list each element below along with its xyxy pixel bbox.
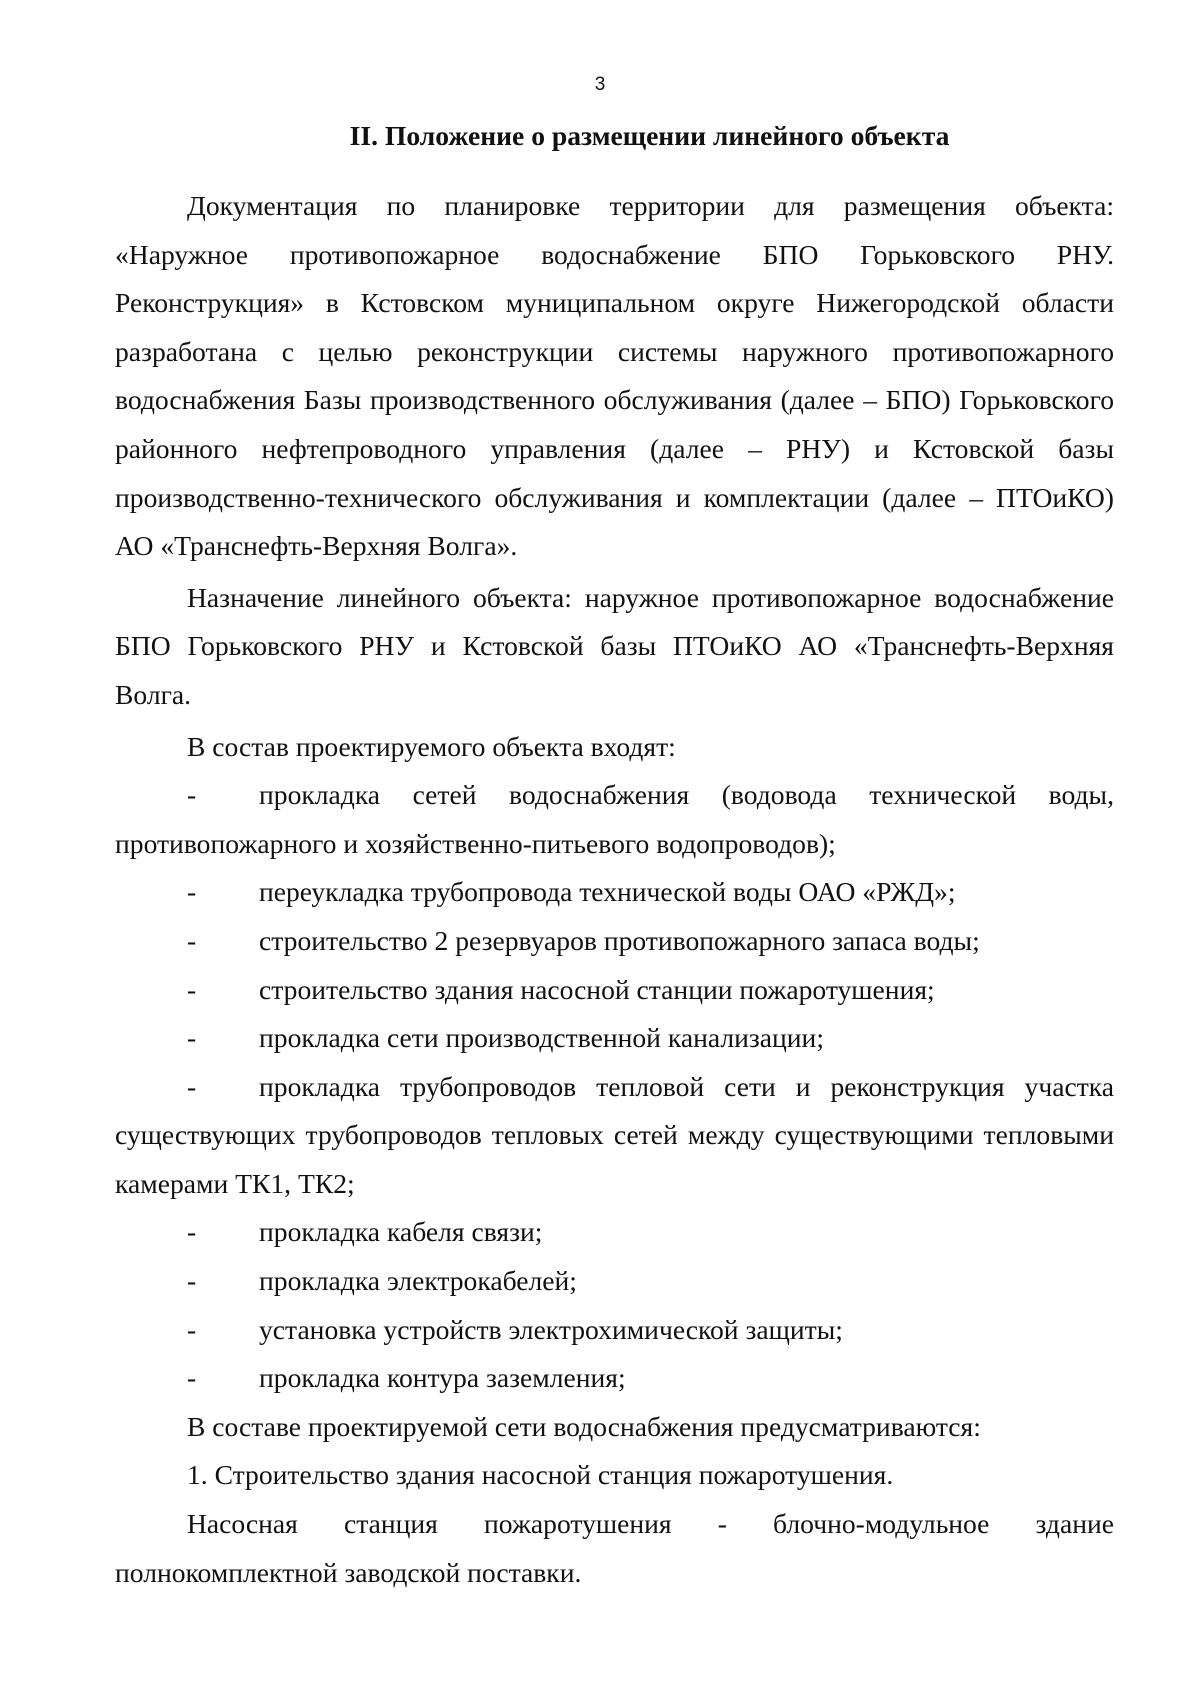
list-item — [115, 1354, 1114, 1403]
list-item — [115, 1208, 1114, 1257]
document-body — [115, 112, 1114, 1597]
list-item-text: прокладка контура заземления; — [259, 1362, 626, 1394]
list-item-text: строительство здания насосной станции пожаротушения; — [259, 973, 935, 1005]
list-item-text: переукладка трубопровода технической воды ОАО «РЖД»; — [259, 876, 956, 908]
list-item-text: прокладка кабеля связи; — [259, 1216, 543, 1248]
list-item — [115, 1306, 1114, 1355]
paragraph-purpose: Назначение линейного объекта: наружное противопожарное водоснабжение БПО Горьковского РНУ и Кстовской базы ПТОиКО АО «Транснефть-Верхняя Волга. — [115, 581, 1114, 710]
section-heading: II. Положение о размещении линейного объекта — [349, 120, 950, 151]
list-dash: - — [187, 1070, 197, 1102]
paragraph-network-intro: В составе проектируемой сети водоснабжения предусматриваются: — [187, 1410, 981, 1442]
list-dash: - — [187, 1362, 197, 1394]
list-item-text: прокладка трубопроводов тепловой сети и реконструкция участка существующих трубопроводов тепловых сетей между существующими тепловыми камерами ТК1, ТК2; — [115, 1070, 1114, 1199]
page-number: 3 — [594, 74, 606, 95]
list-item — [115, 966, 1114, 1015]
list-dash: - — [187, 1265, 197, 1297]
list-item — [115, 868, 1114, 917]
paragraph-intro: Документация по планировке территории для размещения объекта: «Наружное противопожарное водоснабжение БПО Горьковского РНУ. Реконструкция» в Кстовском муниципальном округе Нижегородской области разработана с целью реконструкции системы наружного противопожарного водоснабжения Базы производственного обслуживания (далее – БПО) Горьковского районного нефтепроводного управления (далее – РНУ) и Кстовской базы производственно-технического обслуживания и комплектации (далее – ПТОиКО) АО «Транснефть-Верхняя Волга». — [115, 190, 1114, 562]
list-item-text: установка устройств электрохимической защиты; — [259, 1313, 843, 1345]
composition-list — [115, 771, 1114, 1403]
list-item — [115, 1063, 1114, 1209]
list-item — [115, 771, 1114, 868]
paragraph-composition-intro: В состав проектируемого объекта входят: — [187, 730, 676, 762]
paragraph-station-description: Насосная станция пожаротушения - блочно-модульное здание полнокомплектной заводской поставки. — [115, 1508, 1114, 1588]
list-item-text: прокладка сетей водоснабжения (водовода технической воды, противопожарного и хозяйственно-питьевого водопроводов); — [115, 779, 1114, 859]
list-item — [115, 917, 1114, 966]
paragraph-item-1: 1. Строительство здания насосной станция пожаротушения. — [187, 1459, 894, 1491]
list-dash: - — [187, 924, 197, 956]
list-dash: - — [187, 1216, 197, 1248]
list-item — [115, 1257, 1114, 1306]
list-item-text: прокладка сети производственной канализации; — [259, 1022, 824, 1054]
list-dash: - — [187, 779, 197, 811]
list-item — [115, 1014, 1114, 1063]
list-dash: - — [187, 876, 197, 908]
list-dash: - — [187, 1313, 197, 1345]
list-item-text: прокладка электрокабелей; — [259, 1265, 577, 1297]
list-dash: - — [187, 973, 197, 1005]
list-dash: - — [187, 1022, 197, 1054]
list-item-text: строительство 2 резервуаров противопожарного запаса воды; — [259, 924, 980, 956]
